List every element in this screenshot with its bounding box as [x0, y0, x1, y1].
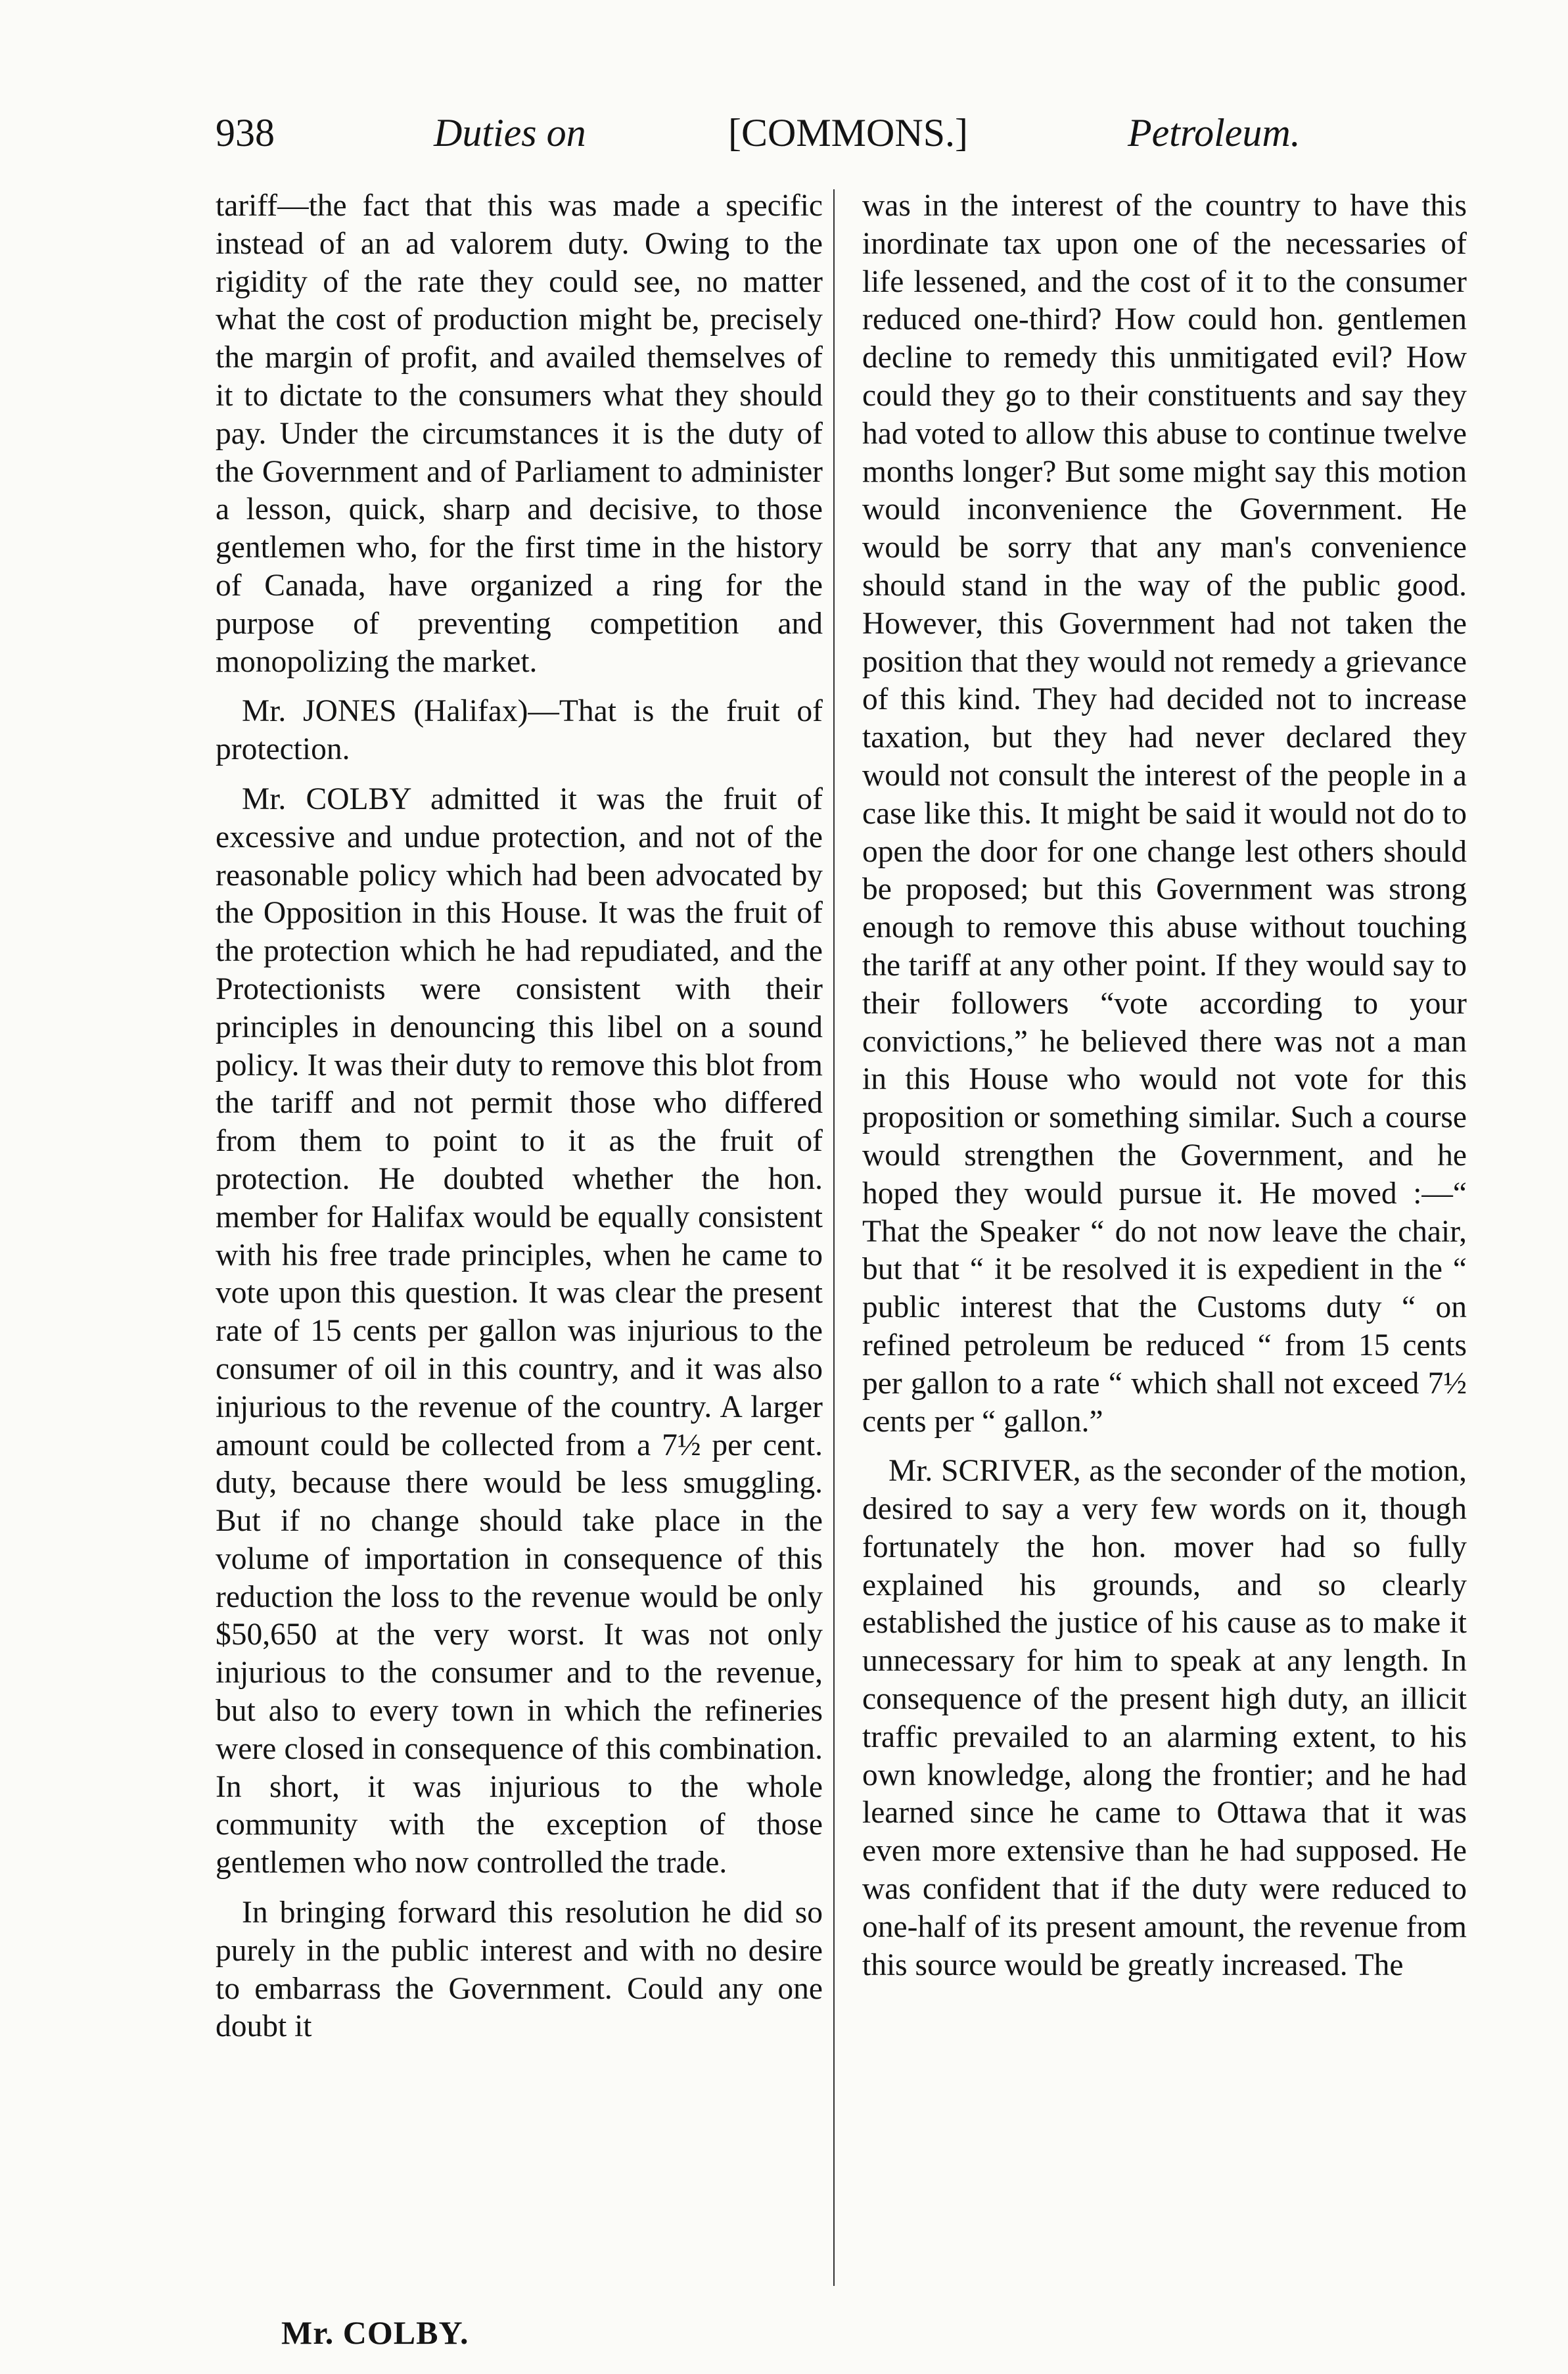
paragraph: tariff—the fact that this was made a specific instead of an ad valorem duty. Owing to the rigidity of the rate they could see, no matter what the cost of production might be, precisely the margin of profit, and availed themselves of it to dictate to the consumers what they should pay. Under the circumstances it is the duty of the Government and of Parliament to administer a lesson, quick, sharp and decisive, to those gentlemen who, for the first time in the history of Canada, have organized a ring for the purpose of preventing competition and monopolizing the market.	[216, 189, 823, 679]
paragraph: Mr. COLBY admitted it was the fruit of excessive and undue protection, and not of the reasonable policy which had been advocated by the Opposition in this House. It was the fruit of the protection which he had repudiated, and the Protectionists were consistent with their principles in denouncing this libel on a sound policy. It was their duty to remove this blot from the tariff and not permit those who differed from them to point to it as the fruit of protection. He doubted whether the hon. member for Halifax would be equally consistent with his free trade principles, when he came to vote upon this question. It was clear the present rate of 15 cents per gallon was injurious to the consumer of oil in this country, and it was also injurious to the revenue of the country. A larger amount could be collected from a 7½ per cent. duty, because there would be less smuggling. But if no change should take place in the volume of importation in consequence of this reduction the loss to the revenue would be only $50,650 at the very worst. It was not only injurious to the consumer and to the revenue, but also to every town in which the refineries were closed in consequence of this combination. In short, it was injurious to the whole community with the exception of those gentlemen who now controlled the trade.	[216, 781, 823, 1880]
header-center-title: [COMMONS.]	[728, 111, 969, 154]
column-divider	[833, 189, 835, 2286]
paragraph: was in the interest of the country to have this inordinate tax upon one of the necessaries of life lessened, and the cost of it to the consumer reduced one-third? How could hon. gentlemen decline to remedy this unmitigated evil? How could they go to their constituents and say they had voted to allow this abuse to continue twelve months longer? But some might say this motion would inconvenience the Government. He would be sorry that any man's convenience should stand in the way of the public good. However, this Government had not taken the position that they would not remedy a grievance of this kind. They had decided not to increase taxation, but they had never declared they would not consult the interest of the people in a case like this. It might be said it would not do to open the door for one change lest others should be proposed; but this Government was strong enough to remove this abuse without touching the tariff at any other point. If they would say to their followers “vote according to your convictions,” he believed there was not a man in this House who would not vote for this proposition or something similar. Such a course would strengthen the Government, and he hoped they would pursue it. He moved :—“ That the Speaker “ do not now leave the chair, but that “ it be resolved it is expedient in the “ public interest that the Customs duty “ on refined petroleum be reduced “ from 15 cents per gallon to a rate “ which shall not exceed 7½ cents per “ gallon.”	[862, 189, 1467, 1439]
paragraph: Mr. SCRIVER, as the seconder of the motion, desired to say a very few words on it, though fortunately the hon. mover had so fully explained his grounds, and so clearly established the justice of his cause as to make it unnecessary for him to speak at any length. In consequence of the present high duty, an illicit traffic prevailed to an alarming extent, to his own knowledge, along the frontier; and he had learned since he came to Ottawa that it was even more extensive than he had supposed. He was confident that if the duty were reduced to one-half of its present amount, the revenue from this source would be greatly increased. The	[862, 1454, 1467, 1982]
page-number: 938	[216, 111, 275, 154]
running-header	[0, 110, 1568, 170]
left-column	[216, 187, 823, 2310]
paragraph: In bringing forward this resolution he did so purely in the public interest and with no desire to embarrass the Government. Could any one doubt it	[216, 1896, 823, 2044]
footer-speaker: Mr. COLBY.	[281, 2314, 469, 2351]
paragraph: Mr. JONES (Halifax)—That is the fruit of protection.	[216, 694, 823, 767]
header-right-title: Petroleum.	[1128, 111, 1301, 154]
right-column	[862, 187, 1467, 2310]
header-left-title: Duties on	[434, 111, 586, 154]
